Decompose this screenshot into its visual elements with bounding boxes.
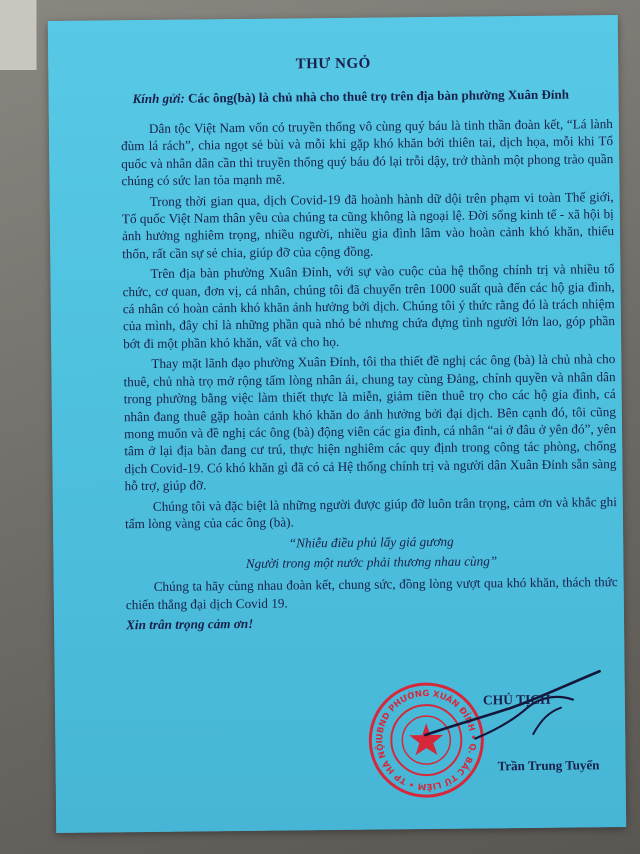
signatory-name: Trần Trung Tuyển <box>497 757 600 774</box>
closing-line: Xin trân trọng cảm ơn! <box>126 616 254 633</box>
poem-line-1: “Nhiễu điều phủ lấy giá gương <box>288 534 454 551</box>
letter-title: THƯ NGỎ <box>295 55 371 73</box>
handwritten-signature <box>415 663 616 755</box>
poem-line-2: Người trong một nước phải thương nhau cùng” <box>245 553 498 572</box>
letter-body <box>121 115 618 637</box>
signatory-title: CHỦ TỊCH <box>482 691 551 708</box>
paragraph-5: Chúng tôi và đặc biệt là những người được giúp đỡ luôn trân trọng, cảm ơn và khắc ghi tấm lòng vàng của các ông (bà). <box>124 493 617 532</box>
paragraph-3: Trên địa bàn phường Xuân Đỉnh, với sự vào cuộc của hệ thống chính trị và nhiều tổ chức, cơ quan, đơn vị, cá nhân, chúng tôi đã chuyển trên 1000 suất quà đến các hộ gia đình, cá nhân có hoàn cảnh khó khăn ảnh hưởng bởi dịch. Chúng tôi ý thức rằng đó là trách nhiệm của mình, đây chỉ là những phần quà nhỏ bé nhưng chứa đựng tình người lớn lao, góp phần bớt đi một phần khó khăn, vất vả cho họ. <box>122 261 616 352</box>
salutation-lead: Kính gửi: <box>132 90 185 107</box>
paragraph-4: Thay mặt lãnh đạo phường Xuân Đỉnh, tôi tha thiết đề nghị các ông (bà) là chủ nhà cho thuê, chủ nhà trọ mở rộng tấm lòng nhân ái, chung tay cùng Đảng, chính quyền và nhân dân trong phường bằng việc làm thiết thực là miễn, giảm tiền thuê trọ cho các hộ gia đình, cá nhân đang thuê gặp hoàn cảnh khó khăn do ảnh hưởng bởi đại dịch. Bên cạnh đó, tôi cũng mong muốn và đề nghị các ông (bà) động viên các gia đình, cá nhân “ai ở đâu ở yên đó”, yên tâm ở lại địa bàn đang cư trú, thực hiện nghiêm các quy định trong công tác phòng, chống dịch Covid-19. Có khó khăn gì đã có cả Hệ thống chính trị và người dân Xuân Đỉnh sẵn sàng hỗ trợ, giúp đỡ. <box>123 351 617 494</box>
paragraph-final: Chúng ta hãy cùng nhau đoàn kết, chung sức, đồng lòng vượt qua khó khăn, thách thức chiến thắng đại dịch Covid 19. <box>125 574 618 612</box>
seal-text: UBND PHƯỜNG XUÂN ĐỈNH • Q. BẮC TỪ LIÊM • TP HÀ NỘI <box>375 689 478 792</box>
paragraph-2: Trong thời gian qua, dịch Covid-19 đã hoành hành dữ dội trên phạm vi toàn Thế giới, Tổ quốc Việt Nam thân yêu của chúng ta cũng không là ngoại lệ. Đời sống kinh tế - xã hội bị ảnh hưởng nghiêm trọng, nhiều người, nhiều gia đình lâm vào hoàn cảnh khó khăn, thiếu thốn, rất cần sự sẻ chia, giúp đỡ của cộng đồng. <box>121 188 615 262</box>
paragraph-1: Dân tộc Việt Nam vốn có truyền thống vô cùng quý báu là tinh thần đoàn kết, “Lá lành đùm lá rách”, chia ngọt sẻ bùi và mỗi khi gặp khó khăn bởi thiên tai, dịch họa, mỗi khi Tổ quốc và nhân dân cần thì truyền thống quý báu đó lại trỗi dậy, trở thành một phong trào quần chúng có sức lan tỏa mạnh mẽ. <box>121 116 614 189</box>
poem-quote <box>125 530 617 575</box>
background-box <box>0 0 37 70</box>
salutation <box>133 86 603 107</box>
letter-paper <box>48 15 626 833</box>
salutation-recipients: Các ông(bà) là chủ nhà cho thuê trọ trên địa bàn phường Xuân Đỉnh <box>184 86 570 106</box>
